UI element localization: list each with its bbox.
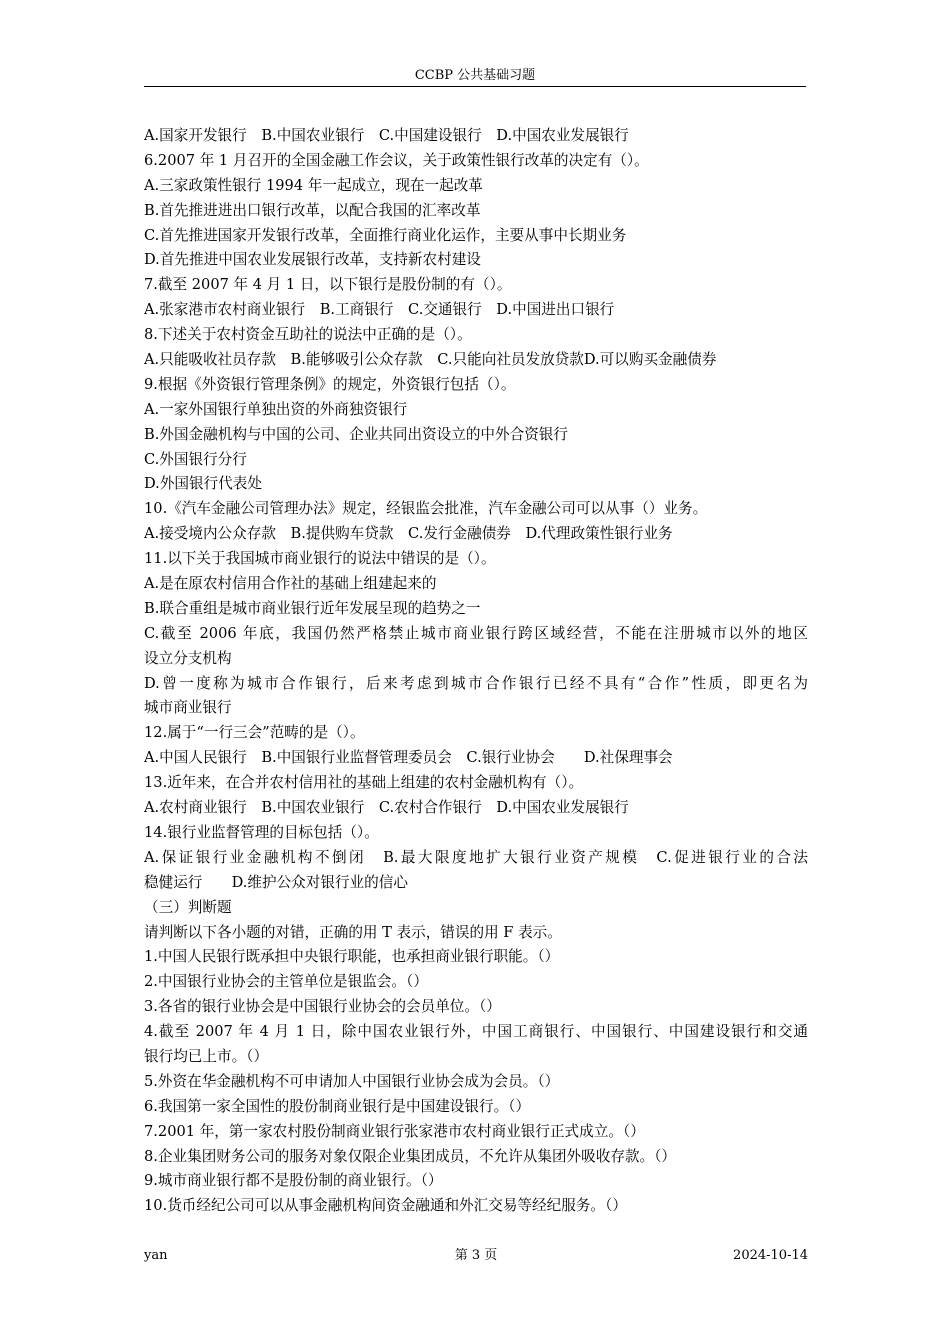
option-line: C.外国银行分行 (144, 450, 247, 468)
header-rule (144, 86, 806, 87)
footer-page-number: 第 3 页 (454, 1248, 498, 1263)
option-line: A.中国人民银行 B.中国银行业监督管理委员会 C.银行业协会 D.社保理事会 (144, 749, 673, 767)
option-line: A.接受境内公众存款 B.提供购车贷款 C.发行金融债券 D.代理政策性银行业务 (144, 525, 673, 543)
footer-date: 2024-10-14 (733, 1248, 808, 1263)
question-line: 10.《汽车金融公司管理办法》规定，经银监会批准，汽车金融公司可以从事（）业务。 (144, 500, 708, 518)
document-body (144, 124, 808, 1219)
option-line: A.一家外国银行单独出资的外商独资银行 (144, 400, 408, 418)
option-line: A.保证银行业金融机构不倒闭 B.最大限度地扩大银行业资产规模 C.促进银行业的合法 (144, 848, 808, 866)
option-line: D.曾一度称为城市合作银行，后来考虑到城市合作银行已经不具有“合作”性质，即更名为 (144, 674, 808, 692)
judgment-item-continued: 银行均已上市。（） (144, 1047, 269, 1065)
judgment-item: 6.我国第一家全国性的股份制商业银行是中国建设银行。（） (144, 1097, 531, 1115)
option-line: A.是在原农村信用合作社的基础上组建起来的 (144, 575, 437, 593)
judgment-item: 8.企业集团财务公司的服务对象仅限企业集团成员，不允许从集团外吸收存款。（） (144, 1147, 677, 1165)
option-line: A.张家港市农村商业银行 B.工商银行 C.交通银行 D.中国进出口银行 (144, 301, 615, 319)
option-line: D.首先推进中国农业发展银行改革，支持新农村建设 (144, 251, 481, 269)
option-line: B.首先推进进出口银行改革，以配合我国的汇率改革 (144, 201, 481, 219)
option-line: D.外国银行代表处 (144, 475, 262, 493)
footer-author: yan (144, 1248, 168, 1263)
question-line: 14.银行业监督管理的目标包括（）。 (144, 823, 379, 841)
section-instructions: 请判断以下各小题的对错，正确的用 T 表示，错误的用 F 表示。 (144, 923, 562, 941)
option-line-continued: 设立分支机构 (144, 649, 232, 667)
question-line: 13.近年来，在合并农村信用社的基础上组建的农村金融机构有（）。 (144, 774, 584, 792)
option-line: B.外国金融机构与中国的公司、企业共同出资设立的中外合资银行 (144, 425, 568, 443)
page-header-title: CCBP 公共基础习题 (414, 68, 536, 83)
judgment-item: 9.城市商业银行都不是股份制的商业银行。（） (144, 1172, 443, 1190)
option-line-continued: 城市商业银行 (144, 699, 232, 717)
judgment-item: 4.截至 2007 年 4 月 1 日，除中国农业银行外，中国工商银行、中国银行、中国建设银行和交通 (144, 1023, 808, 1041)
option-line: B.联合重组是城市商业银行近年发展呈现的趋势之一 (144, 599, 481, 617)
option-line-continued: 稳健运行 D.维护公众对银行业的信心 (144, 873, 408, 891)
option-line: C.首先推进国家开发银行改革，全面推行商业化运作，主要从事中长期业务 (144, 226, 627, 244)
option-line: A.只能吸收社员存款 B.能够吸引公众存款 C.只能向社员发放贷款D.可以购买金融债券 (144, 351, 717, 369)
question-line: 9.根据《外资银行管理条例》的规定，外资银行包括（）。 (144, 375, 516, 393)
judgment-item: 3.各省的银行业协会是中国银行业协会的会员单位。（） (144, 998, 501, 1016)
option-line: C.截至 2006 年底，我国仍然严格禁止城市商业银行跨区域经营，不能在注册城市以外的地区 (144, 624, 808, 642)
judgment-item: 10.货币经纪公司可以从事金融机构间资金融通和外汇交易等经纪服务。（） (144, 1197, 627, 1215)
judgment-item: 7.2001 年，第一家农村股份制商业银行张家港市农村商业银行正式成立。（） (144, 1122, 645, 1140)
question-line: 11.以下关于我国城市商业银行的说法中错误的是（）。 (144, 550, 496, 568)
option-line: A.国家开发银行 B.中国农业银行 C.中国建设银行 D.中国农业发展银行 (144, 127, 629, 144)
option-line: A.农村商业银行 B.中国农业银行 C.农村合作银行 D.中国农业发展银行 (144, 799, 629, 817)
judgment-item: 5.外资在华金融机构不可申请加人中国银行业协会成为会员。（） (144, 1072, 560, 1090)
judgment-item: 2.中国银行业协会的主管单位是银监会。（） (144, 973, 428, 991)
page-footer (144, 1247, 808, 1265)
judgment-item: 1.中国人民银行既承担中央银行职能，也承担商业银行职能。（） (144, 948, 560, 966)
question-line: 6.2007 年 1 月召开的全国金融工作会议，关于政策性银行改革的决定有（）。 (144, 151, 649, 169)
option-line: A.三家政策性银行 1994 年一起成立，现在一起改革 (144, 176, 483, 194)
question-line: 12.属于“一行三会”范畴的是（）。 (144, 724, 365, 742)
question-line: 7.截至 2007 年 4 月 1 日，以下银行是股份制的有（）。 (144, 276, 512, 294)
question-line: 8.下述关于农村资金互助社的说法中正确的是（）。 (144, 326, 472, 344)
section-heading: （三）判断题 (144, 898, 232, 916)
